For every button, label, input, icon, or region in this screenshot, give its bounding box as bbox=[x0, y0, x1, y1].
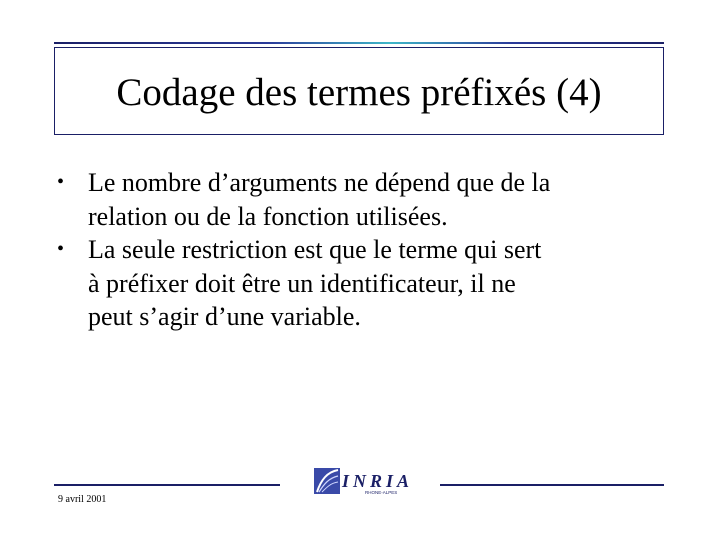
title-box bbox=[54, 47, 664, 135]
slide-title: Codage des termes préfixés (4) bbox=[116, 70, 602, 114]
bullet-line: La seule restriction est que le terme qui sert bbox=[88, 235, 542, 264]
top-rule bbox=[54, 42, 664, 44]
logo-subtext: RHONE-ALPES bbox=[365, 490, 398, 495]
bullet-line: Le nombre d’arguments ne dépend que de la bbox=[88, 168, 551, 197]
bullet-item-1 bbox=[54, 166, 674, 233]
footer-date: 9 avril 2001 bbox=[58, 494, 107, 505]
footer-rule-left bbox=[54, 484, 280, 486]
footer-rule-right bbox=[440, 484, 664, 486]
bullet-line: peut s’agir d’une variable. bbox=[88, 302, 361, 331]
bullet-line: à préfixer doit être un identificateur, il ne bbox=[88, 268, 516, 298]
bullet-list bbox=[54, 166, 674, 334]
bullet-dot-icon: • bbox=[57, 171, 65, 193]
logo-wordmark: INRIA bbox=[342, 471, 414, 491]
inria-logo-icon bbox=[313, 466, 421, 496]
bullet-dot-icon: • bbox=[57, 238, 65, 260]
bullet-item-2 bbox=[54, 233, 674, 334]
bullet-line: relation ou de la fonction utilisées. bbox=[88, 201, 448, 231]
